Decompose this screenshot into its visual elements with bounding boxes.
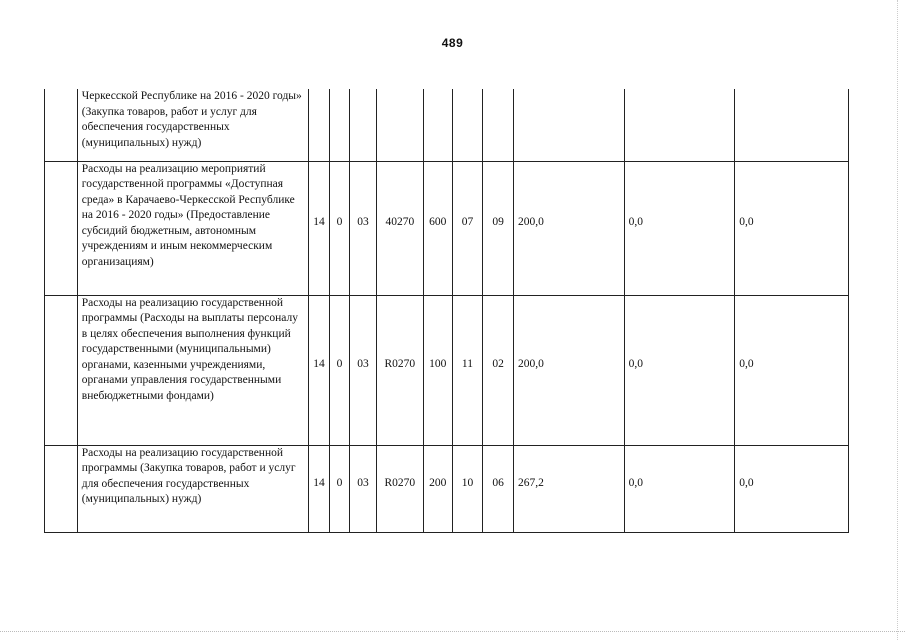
- row-index-cell: [45, 295, 78, 445]
- section-cell: 10: [452, 445, 483, 532]
- table-row: [45, 161, 849, 295]
- amount-cell: [624, 89, 735, 161]
- section-cell: 07: [452, 161, 483, 295]
- table-row: [45, 89, 849, 161]
- amount-cell: 0,0: [624, 445, 735, 532]
- code-cell: 14: [309, 445, 329, 532]
- expense-type-cell: 100: [423, 295, 452, 445]
- description-cell: Расходы на реализацию государственной программы (Закупка товаров, работ и услуг для обеспечения государственных (муниципальных) нужд): [77, 445, 308, 532]
- amount-cell: [735, 89, 849, 161]
- row-index-cell: [45, 161, 78, 295]
- code-cell: 0: [329, 445, 349, 532]
- code-cell: [329, 89, 349, 161]
- code-cell: 03: [350, 445, 377, 532]
- code-cell: 0: [329, 295, 349, 445]
- expense-type-cell: 200: [423, 445, 452, 532]
- target-article-cell: R0270: [376, 445, 423, 532]
- expense-type-cell: 600: [423, 161, 452, 295]
- code-cell: 14: [309, 295, 329, 445]
- code-cell: 14: [309, 161, 329, 295]
- subsection-cell: 09: [483, 161, 514, 295]
- amount-cell: 0,0: [624, 295, 735, 445]
- budget-table: [44, 89, 849, 533]
- code-cell: 03: [350, 295, 377, 445]
- scan-edge-line: [897, 0, 899, 640]
- target-article-cell: [376, 89, 423, 161]
- expense-type-cell: [423, 89, 452, 161]
- section-cell: [452, 89, 483, 161]
- amount-cell: 267,2: [514, 445, 625, 532]
- amount-cell: 0,0: [624, 161, 735, 295]
- amount-cell: 200,0: [514, 161, 625, 295]
- scan-edge-line: [0, 631, 905, 633]
- amount-cell: 0,0: [735, 445, 849, 532]
- description-cell: Расходы на реализацию мероприятий государственной программы «Доступная среда» в Карачаево-Черкесской Республике на 2016 - 2020 годы» (Предоставление субсидий бюджетным, автономным учреждениям и иным некоммерческим организациям): [77, 161, 308, 295]
- code-cell: [350, 89, 377, 161]
- amount-cell: 0,0: [735, 295, 849, 445]
- target-article-cell: 40270: [376, 161, 423, 295]
- subsection-cell: 06: [483, 445, 514, 532]
- code-cell: [309, 89, 329, 161]
- target-article-cell: R0270: [376, 295, 423, 445]
- description-cell: Черкесской Республике на 2016 - 2020 годы» (Закупка товаров, работ и услуг для обеспечения государственных (муниципальных) нужд): [77, 89, 308, 161]
- code-cell: 0: [329, 161, 349, 295]
- table-row: [45, 445, 849, 532]
- code-cell: 03: [350, 161, 377, 295]
- row-index-cell: [45, 89, 78, 161]
- subsection-cell: [483, 89, 514, 161]
- row-index-cell: [45, 445, 78, 532]
- amount-cell: [514, 89, 625, 161]
- page-number: 489: [441, 36, 464, 50]
- description-cell: Расходы на реализацию государственной программы (Расходы на выплаты персоналу в целях обеспечения выполнения функций государственными (муниципальными) органами, казенными учреждениями, органами управления государственными внебюджетными фондами): [77, 295, 308, 445]
- section-cell: 11: [452, 295, 483, 445]
- amount-cell: 200,0: [514, 295, 625, 445]
- amount-cell: 0,0: [735, 161, 849, 295]
- table-row: [45, 295, 849, 445]
- subsection-cell: 02: [483, 295, 514, 445]
